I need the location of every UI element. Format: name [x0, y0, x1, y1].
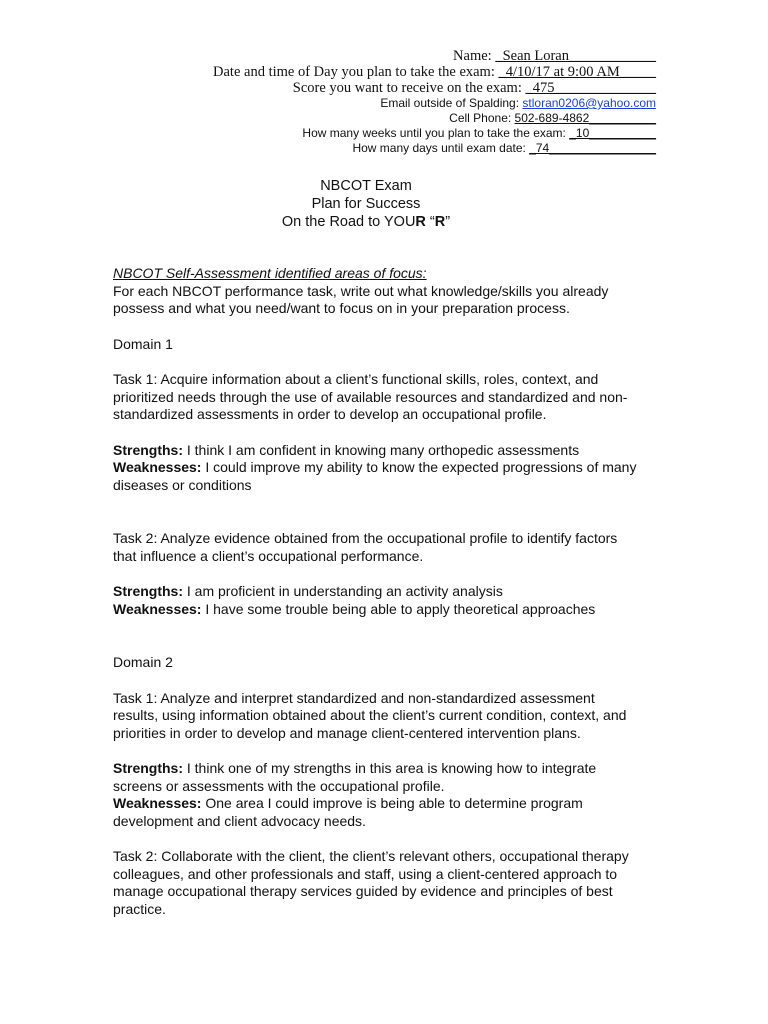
document-titles: [0, 177, 768, 231]
strengths-text: I am proficient in understanding an activity analysis: [183, 583, 503, 599]
exam-date-value: _4/10/17 at 9:00 AM_____: [498, 64, 656, 80]
exam-date-label: Date and time of Day you plan to take the exam:: [213, 64, 499, 80]
intro-paragraph: For each NBCOT performance task, write out what knowledge/skills you already possess and what you need/want to focus on in your preparation process.: [113, 282, 609, 316]
document-body: [113, 265, 643, 918]
domain-2-task-1-strengths: [113, 760, 643, 795]
days-label: How many days until exam date:: [352, 141, 530, 155]
domain-1-task-1-strengths: [113, 442, 643, 460]
days-value: _74________________: [529, 141, 656, 155]
domain-2-task-1-weaknesses: [113, 795, 643, 830]
weeks-label: How many weeks until you plan to take the exam:: [302, 126, 570, 140]
name-line: [213, 48, 656, 64]
domain-1-task-1: Task 1: Acquire information about a client’s functional skills, roles, context, and prioritized needs through the use of available resources and standardized and non-standardized assessments in order to develop an occupational profile.: [113, 371, 628, 422]
title-line-3-prefix: On the Road to YOU: [281, 214, 416, 230]
title-line-3-mid: “: [425, 214, 435, 230]
score-label: Score you want to receive on the exam:: [292, 80, 526, 96]
title-line-2: Plan for Success: [311, 196, 421, 212]
weaknesses-text: I have some trouble being able to apply theoretical approaches: [201, 600, 596, 617]
cell-line: [213, 111, 656, 126]
title-line-3-suffix: ”: [445, 214, 451, 230]
title-line-1: NBCOT Exam: [320, 178, 412, 194]
name-value: _Sean Loran____________: [495, 48, 656, 64]
title-line-3-bold-r2: R: [434, 214, 446, 230]
weeks-value: _10__________: [569, 126, 656, 140]
domain-2-task-2: Task 2: Collaborate with the client, the client’s relevant others, occupational therapy colleagues, and other professionals and staff, using a client-centered approach to manage occupational therapy services guided by evidence and principles of best practice.: [113, 848, 629, 917]
weaknesses-text: One area I could improve is being able to determine program development and client advocacy needs.: [113, 795, 583, 829]
strengths-label: Strengths:: [113, 441, 183, 458]
strengths-text: I think one of my strengths in this area is knowing how to integrate screens or assessments with the occupational profile.: [113, 760, 597, 794]
header-info: [213, 48, 656, 156]
title-line-3-bold-r: R: [415, 214, 426, 230]
strengths-text: I think I am confident in knowing many orthopedic assessments: [183, 441, 580, 458]
name-label: Name:: [453, 48, 496, 64]
title-line-3: [0, 213, 750, 231]
section-heading: NBCOT Self-Assessment identified areas of focus:: [113, 265, 427, 281]
cell-value: 502-689-4862__________: [514, 111, 656, 125]
weaknesses-text: I could improve my ability to know the expected progressions of many diseases or conditions: [113, 459, 637, 493]
weeks-line: [213, 126, 656, 141]
domain-1-task-2: Task 2: Analyze evidence obtained from the occupational profile to identify factors that influence a client’s occupational performance.: [113, 530, 618, 564]
exam-date-line: [213, 64, 656, 80]
domain-1-task-1-weaknesses: [113, 459, 643, 494]
weaknesses-label: Weaknesses:: [113, 459, 202, 475]
domain-1-task-2-strengths: [113, 583, 643, 601]
weaknesses-label: Weaknesses:: [113, 795, 202, 811]
domain-2-heading: Domain 2: [113, 654, 173, 670]
score-line: [213, 80, 656, 96]
email-link[interactable]: stloran0206@yahoo.com: [522, 96, 656, 110]
weaknesses-label: Weaknesses:: [113, 600, 202, 617]
domain-2-task-1: Task 1: Analyze and interpret standardized and non-standardized assessment results, using information obtained about the client’s current condition, context, and priorities in order to develop and manage client-centered intervention plans.: [113, 689, 627, 741]
strengths-label: Strengths:: [113, 583, 183, 599]
cell-label: Cell Phone:: [449, 111, 515, 125]
strengths-label: Strengths:: [113, 760, 183, 776]
domain-1-task-2-weaknesses: [113, 601, 643, 619]
email-line: [213, 96, 656, 111]
email-label: Email outside of Spalding:: [380, 96, 523, 110]
days-line: [213, 141, 656, 156]
score-value: _475______________: [525, 80, 656, 96]
domain-1-heading: Domain 1: [113, 335, 173, 352]
